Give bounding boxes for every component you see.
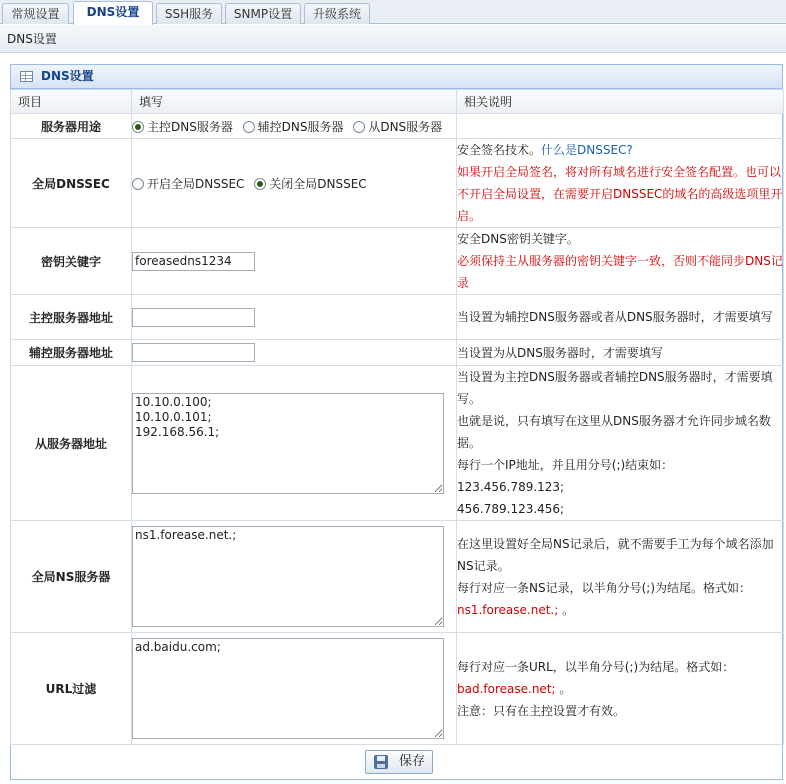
dnssec-radio-group [132, 139, 457, 228]
tab-dns[interactable]: DNS设置 [73, 1, 153, 25]
column-header-fill: 填写 [132, 90, 457, 114]
desc-dnssec: 安全签名技术。什么是DNSSEC? 如果开启全局签名，将对所有域名进行安全签名配置。也可以不开启全局设置，在需要开启DNSSEC的域名的高级选项里开启。 [457, 139, 784, 228]
ns-textarea[interactable] [132, 526, 444, 627]
table-row [11, 295, 784, 340]
tab-ssh[interactable]: SSH服务 [156, 3, 222, 24]
panel-title: DNS设置 [41, 69, 94, 83]
table-icon [20, 71, 33, 82]
radio-aux-dns[interactable]: 辅控DNS服务器 [243, 120, 344, 134]
desc-usage [457, 114, 784, 139]
slave-addr-textarea[interactable] [132, 393, 444, 494]
breadcrumb: DNS设置 [0, 25, 786, 53]
save-button[interactable]: 保存 [365, 750, 433, 774]
aux-addr-input[interactable] [132, 343, 255, 362]
row-label-aux-addr: 辅控服务器地址 [11, 340, 132, 366]
desc-slave-addr: 当设置为主控DNS服务器或者辅控DNS服务器时，才需要填写。 也就是说，只有填写在这里从DNS服务器才允许同步域名数据。 每行一个IP地址，并且用分号(;)结束如： 123.456.789.123; 456.789.123.456; [457, 366, 784, 521]
desc-key: 安全DNS密钥关键字。 必须保持主从服务器的密钥关键字一致，否则不能同步DNS记录 [457, 228, 784, 295]
table-row [11, 633, 784, 745]
row-label-url: URL过滤 [11, 633, 132, 745]
table-row [11, 114, 784, 139]
dns-settings-panel [10, 64, 783, 780]
radio-master-dns[interactable]: 主控DNS服务器 [132, 120, 233, 134]
key-input[interactable] [132, 252, 255, 271]
row-label-dnssec: 全局DNSSEC [11, 139, 132, 228]
url-filter-textarea[interactable] [132, 638, 444, 739]
radio-icon[interactable] [353, 121, 365, 133]
column-header-item: 项目 [11, 90, 132, 114]
desc-ns: 在这里设置好全局NS记录后，就不需要手工为每个域名添加NS记录。 每行对应一条NS记录，以半角分号(;)为结尾。格式如： ns1.forease.net.; 。 [457, 521, 784, 633]
radio-icon-checked[interactable] [254, 178, 266, 190]
tab-upgrade[interactable]: 升级系统 [304, 3, 370, 24]
save-disk-icon [374, 755, 388, 769]
radio-icon[interactable] [243, 121, 255, 133]
row-label-ns: 全局NS服务器 [11, 521, 132, 633]
radio-slave-dns[interactable]: 从DNS服务器 [353, 120, 442, 134]
row-label-key: 密钥关键字 [11, 228, 132, 295]
footer-bar [11, 745, 782, 779]
settings-table [10, 89, 784, 745]
table-row [11, 139, 784, 228]
master-addr-input[interactable] [132, 308, 255, 327]
table-row [11, 366, 784, 521]
table-row [11, 228, 784, 295]
usage-radio-group [132, 114, 457, 139]
radio-enable-dnssec[interactable]: 开启全局DNSSEC [132, 177, 244, 191]
radio-icon[interactable] [132, 178, 144, 190]
radio-icon-checked[interactable] [132, 121, 144, 133]
row-label-master-addr: 主控服务器地址 [11, 295, 132, 340]
desc-url: 每行对应一条URL，以半角分号(;)为结尾。格式如： bad.forease.net; 。 注意：只有在主控设置才有效。 [457, 633, 784, 745]
table-row [11, 521, 784, 633]
tab-snmp[interactable]: SNMP设置 [225, 3, 301, 24]
desc-aux-addr: 当设置为从DNS服务器时，才需要填写 [457, 340, 784, 366]
tab-general[interactable]: 常规设置 [2, 3, 69, 24]
column-header-desc: 相关说明 [457, 90, 784, 114]
row-label-slave-addr: 从服务器地址 [11, 366, 132, 521]
table-row [11, 340, 784, 366]
panel-header [11, 65, 782, 89]
what-is-dnssec-link[interactable]: 什么是DNSSEC? [541, 143, 633, 157]
radio-disable-dnssec[interactable]: 关闭全局DNSSEC [254, 177, 366, 191]
desc-master-addr: 当设置为辅控DNS服务器或者从DNS服务器时，才需要填写 [457, 295, 784, 340]
tab-bar [0, 0, 786, 24]
row-label-usage: 服务器用途 [11, 114, 132, 139]
